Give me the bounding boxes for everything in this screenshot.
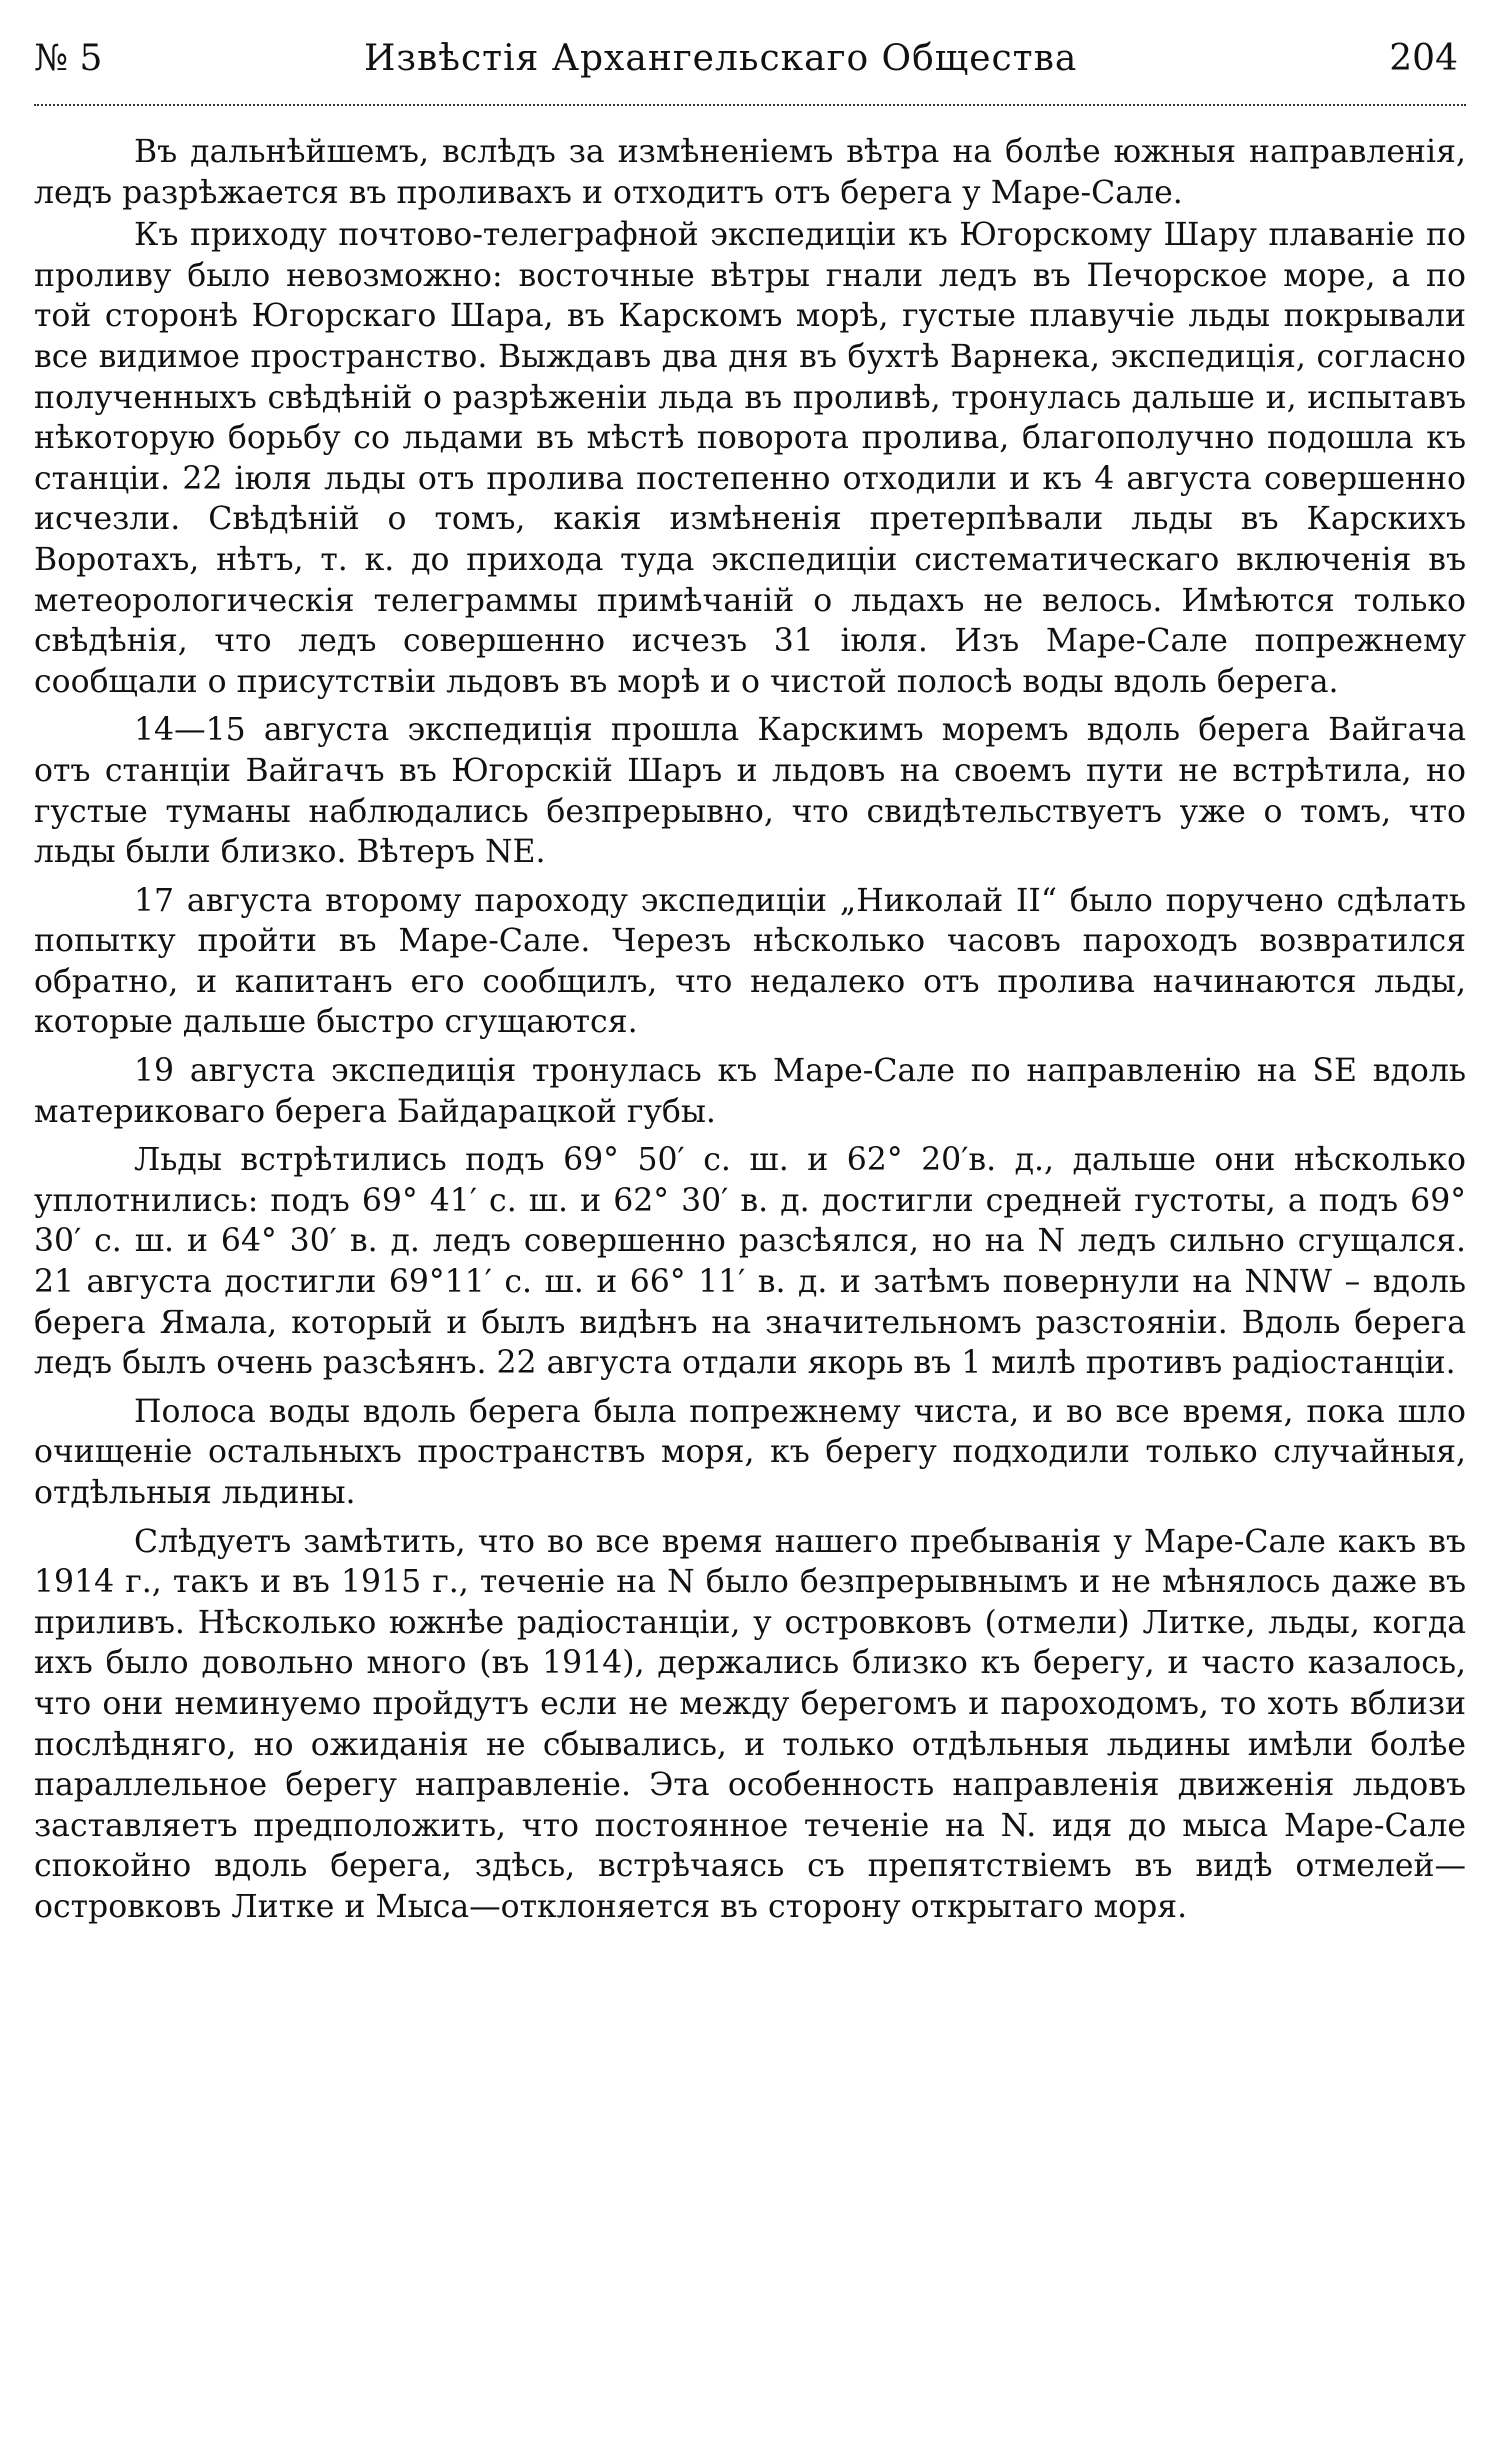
running-head (34, 24, 1466, 94)
paragraph: Въ дальнѣйшемъ, вслѣдъ за измѣненіемъ вѣтра на болѣе южныя направленія, ледъ разрѣжается въ проливахъ и отходитъ отъ берега у Маре-Сале. (34, 134, 1466, 211)
paragraph: Полоса воды вдоль берега была попрежнему чиста, и во все время, пока шло очищеніе остальныхъ пространствъ моря, къ берегу подходили только случайныя, отдѣльныя льдины. (34, 1393, 1466, 1511)
paragraph: Къ приходу почтово-телеграфной экспедиціи къ Югорскому Шару плаваніе по проливу было невозможно: восточные вѣтры гнали ледъ въ Печорское море, а по той сторонѣ Югорскаго Шара, въ Карскомъ морѣ, густые плавучіе льды покрывали все видимое пространство. Выждавъ два дня въ бухтѣ Варнека, экспедиція, согласно полученныхъ свѣдѣній о разрѣженіи льда въ проливѣ, тронулась дальше и, испытавъ нѣкоторую борьбу со льдами въ мѣстѣ поворота пролива, благополучно подошла къ станціи. 22 іюля льды отъ пролива постепенно отходили и къ 4 августа совершенно исчезли. Свѣдѣній о томъ, какія измѣненія претерпѣвали льды въ Карскихъ Воротахъ, нѣтъ, т. к. до прихода туда экспедиціи систематическаго включенія въ метеорологическія телеграммы примѣчаній о льдахъ не велось. Имѣются только свѣдѣнія, что ледъ совершенно исчезъ 31 іюля. Изъ Маре-Сале попрежнему сообщали о присутствіи льдовъ въ морѣ и о чистой полосѣ воды вдоль берега. (34, 217, 1466, 700)
article-body (34, 132, 1466, 1928)
paragraph: Льды встрѣтились подъ 69° 50′ с. ш. и 62° 20′в. д., дальше они нѣсколько уплотнились: подъ 69° 41′ с. ш. и 62° 30′ в. д. достигли средней густоты, а подъ 69° 30′ с. ш. и 64° 30′ в. д. ледъ совершенно разсѣялся, но на N ледъ сильно сгущался. 21 августа достигли 69°11′ с. ш. и 66° 11′ в. д. и затѣмъ повернули на NNW – вдоль берега Ямала, который и былъ видѣнъ на значительномъ разстояніи. Вдоль берега ледъ былъ очень разсѣянъ. 22 августа отдали якорь въ 1 милѣ противъ радіостанціи. (34, 1142, 1466, 1382)
issue-number: № 5 (34, 38, 103, 79)
paragraph: 19 августа экспедиція тронулась къ Маре-Сале по направленію на SE вдоль материковаго берега Байдарацкой губы. (34, 1053, 1466, 1130)
page-number: 204 (1389, 38, 1458, 79)
paragraph: Слѣдуетъ замѣтить, что во все время нашего пребыванія у Маре-Сале какъ въ 1914 г., такъ и въ 1915 г., теченіе на N было безпрерывнымъ и не мѣнялось даже въ приливъ. Нѣсколько южнѣе радіостанціи, у островковъ (отмели) Литке, льды, когда ихъ было довольно много (въ 1914), держались близко къ берегу, и часто казалось, что они неминуемо пройдутъ если не между берегомъ и пароходомъ, то хоть вблизи послѣдняго, но ожиданія не сбывались, и только отдѣльныя льдины имѣли болѣе параллельное берегу направленіе. Эта особенность направленія движенія льдовъ заставляетъ предположить, что постоянное теченіе на N. идя до мыса Маре-Сале спокойно вдоль берега, здѣсь, встрѣчаясь съ препятствіемъ въ видѣ отмелей—островковъ Литке и Мыса—отклоняется въ сторону открытаго моря. (34, 1523, 1466, 1925)
paragraph: 17 августа второму пароходу экспедиціи „Николай II“ было поручено сдѣлать попытку пройти въ Маре-Сале. Черезъ нѣсколько часовъ пароходъ возвратился обратно, и капитанъ его сообщилъ, что недалеко отъ пролива начинаются льды, которые дальше быстро сгущаются. (34, 882, 1466, 1041)
header-divider (34, 104, 1466, 106)
journal-title: Извѣстія Архангельскаго Общества (364, 38, 1078, 79)
page (34, 24, 1466, 2434)
paragraph: 14—15 августа экспедиція прошла Карскимъ моремъ вдоль берега Вайгача отъ станціи Вайгачъ въ Югорскій Шаръ и льдовъ на своемъ пути не встрѣтила, но густые туманы наблюдались безпрерывно, что свидѣтельствуетъ уже о томъ, что льды были близко. Вѣтеръ NE. (34, 712, 1466, 871)
